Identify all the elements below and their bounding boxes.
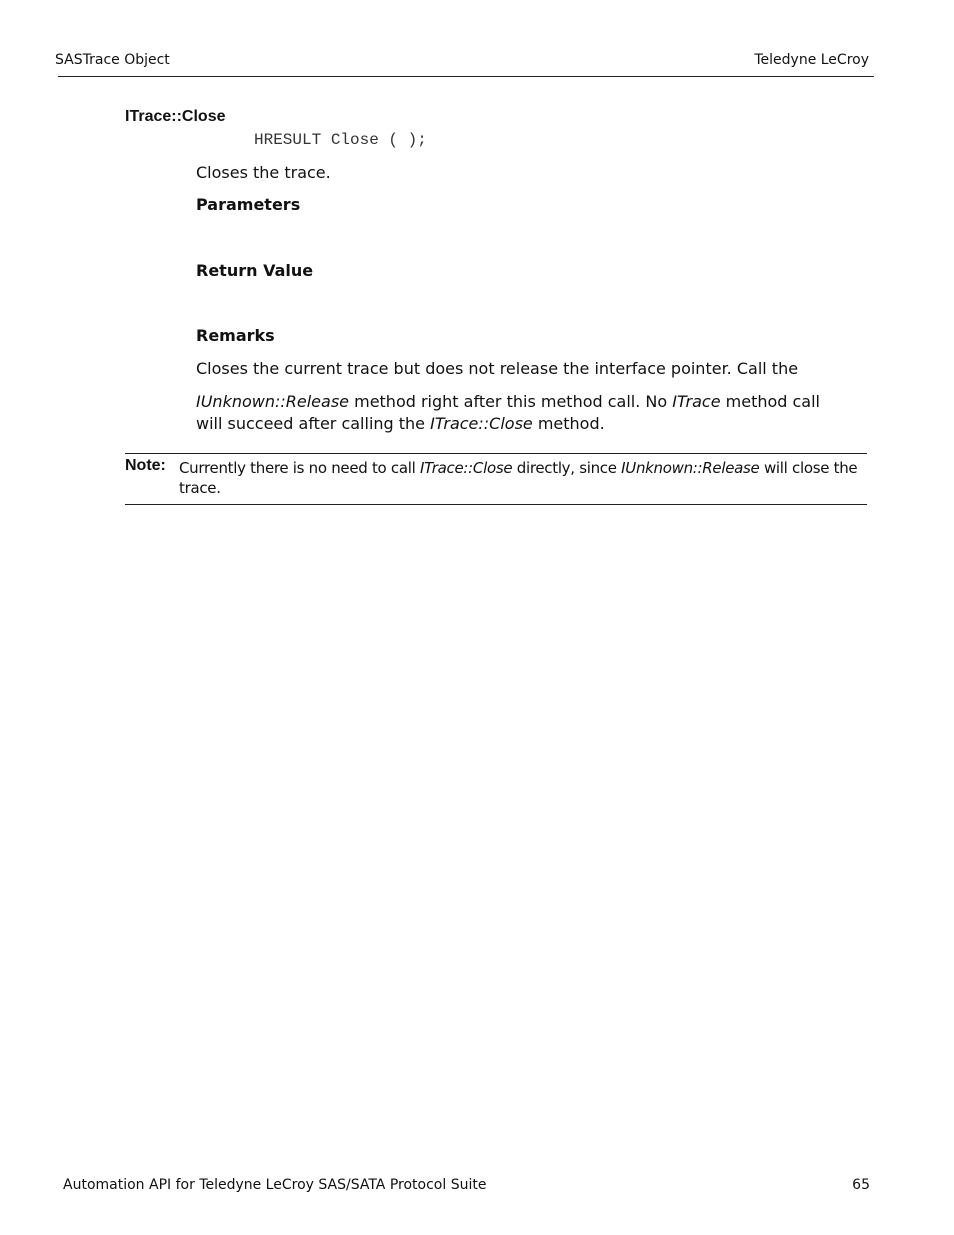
remarks-heading: Remarks bbox=[196, 326, 275, 345]
note-text-line-2: trace. bbox=[179, 479, 221, 497]
method-title: ITrace::Close bbox=[125, 108, 226, 125]
method-signature: HRESULT Close ( ); bbox=[254, 131, 427, 149]
remarks-text-c: method. bbox=[532, 414, 605, 433]
header-section-name: SASTrace Object bbox=[55, 52, 170, 68]
note-top-rule bbox=[125, 453, 867, 454]
note-text-line-1 bbox=[179, 457, 859, 479]
note-text-a: Currently there is no need to call bbox=[179, 459, 420, 477]
remarks-text-b: method call will succeed after calling the bbox=[196, 392, 820, 433]
header-divider bbox=[58, 76, 874, 77]
remarks-paragraph-2 bbox=[196, 391, 846, 435]
remarks-ref-itrace: ITrace bbox=[672, 392, 721, 411]
footer-page-number: 65 bbox=[852, 1177, 870, 1193]
header-company-name: Teledyne LeCroy bbox=[754, 52, 869, 68]
remarks-paragraph-1: Closes the current trace but does not release the interface pointer. Call the bbox=[196, 359, 799, 378]
note-bottom-rule bbox=[125, 504, 867, 505]
remarks-ref-iunknown-release: IUnknown::Release bbox=[196, 392, 350, 411]
method-summary: Closes the trace. bbox=[196, 163, 331, 182]
return-value-heading: Return Value bbox=[196, 261, 314, 280]
note-ref-iunknown-release: IUnknown::Release bbox=[621, 459, 760, 477]
note-text-b: directly, since bbox=[512, 459, 622, 477]
remarks-ref-itrace-close: ITrace::Close bbox=[430, 414, 533, 433]
footer-document-title: Automation API for Teledyne LeCroy SAS/SATA Protocol Suite bbox=[63, 1177, 487, 1193]
note-label: Note: bbox=[125, 457, 166, 474]
remarks-text-a: method right after this method call. No bbox=[349, 392, 673, 411]
note-ref-itrace-close: ITrace::Close bbox=[419, 459, 513, 477]
note-text-c: will close the bbox=[759, 459, 858, 477]
parameters-heading: Parameters bbox=[196, 195, 301, 214]
